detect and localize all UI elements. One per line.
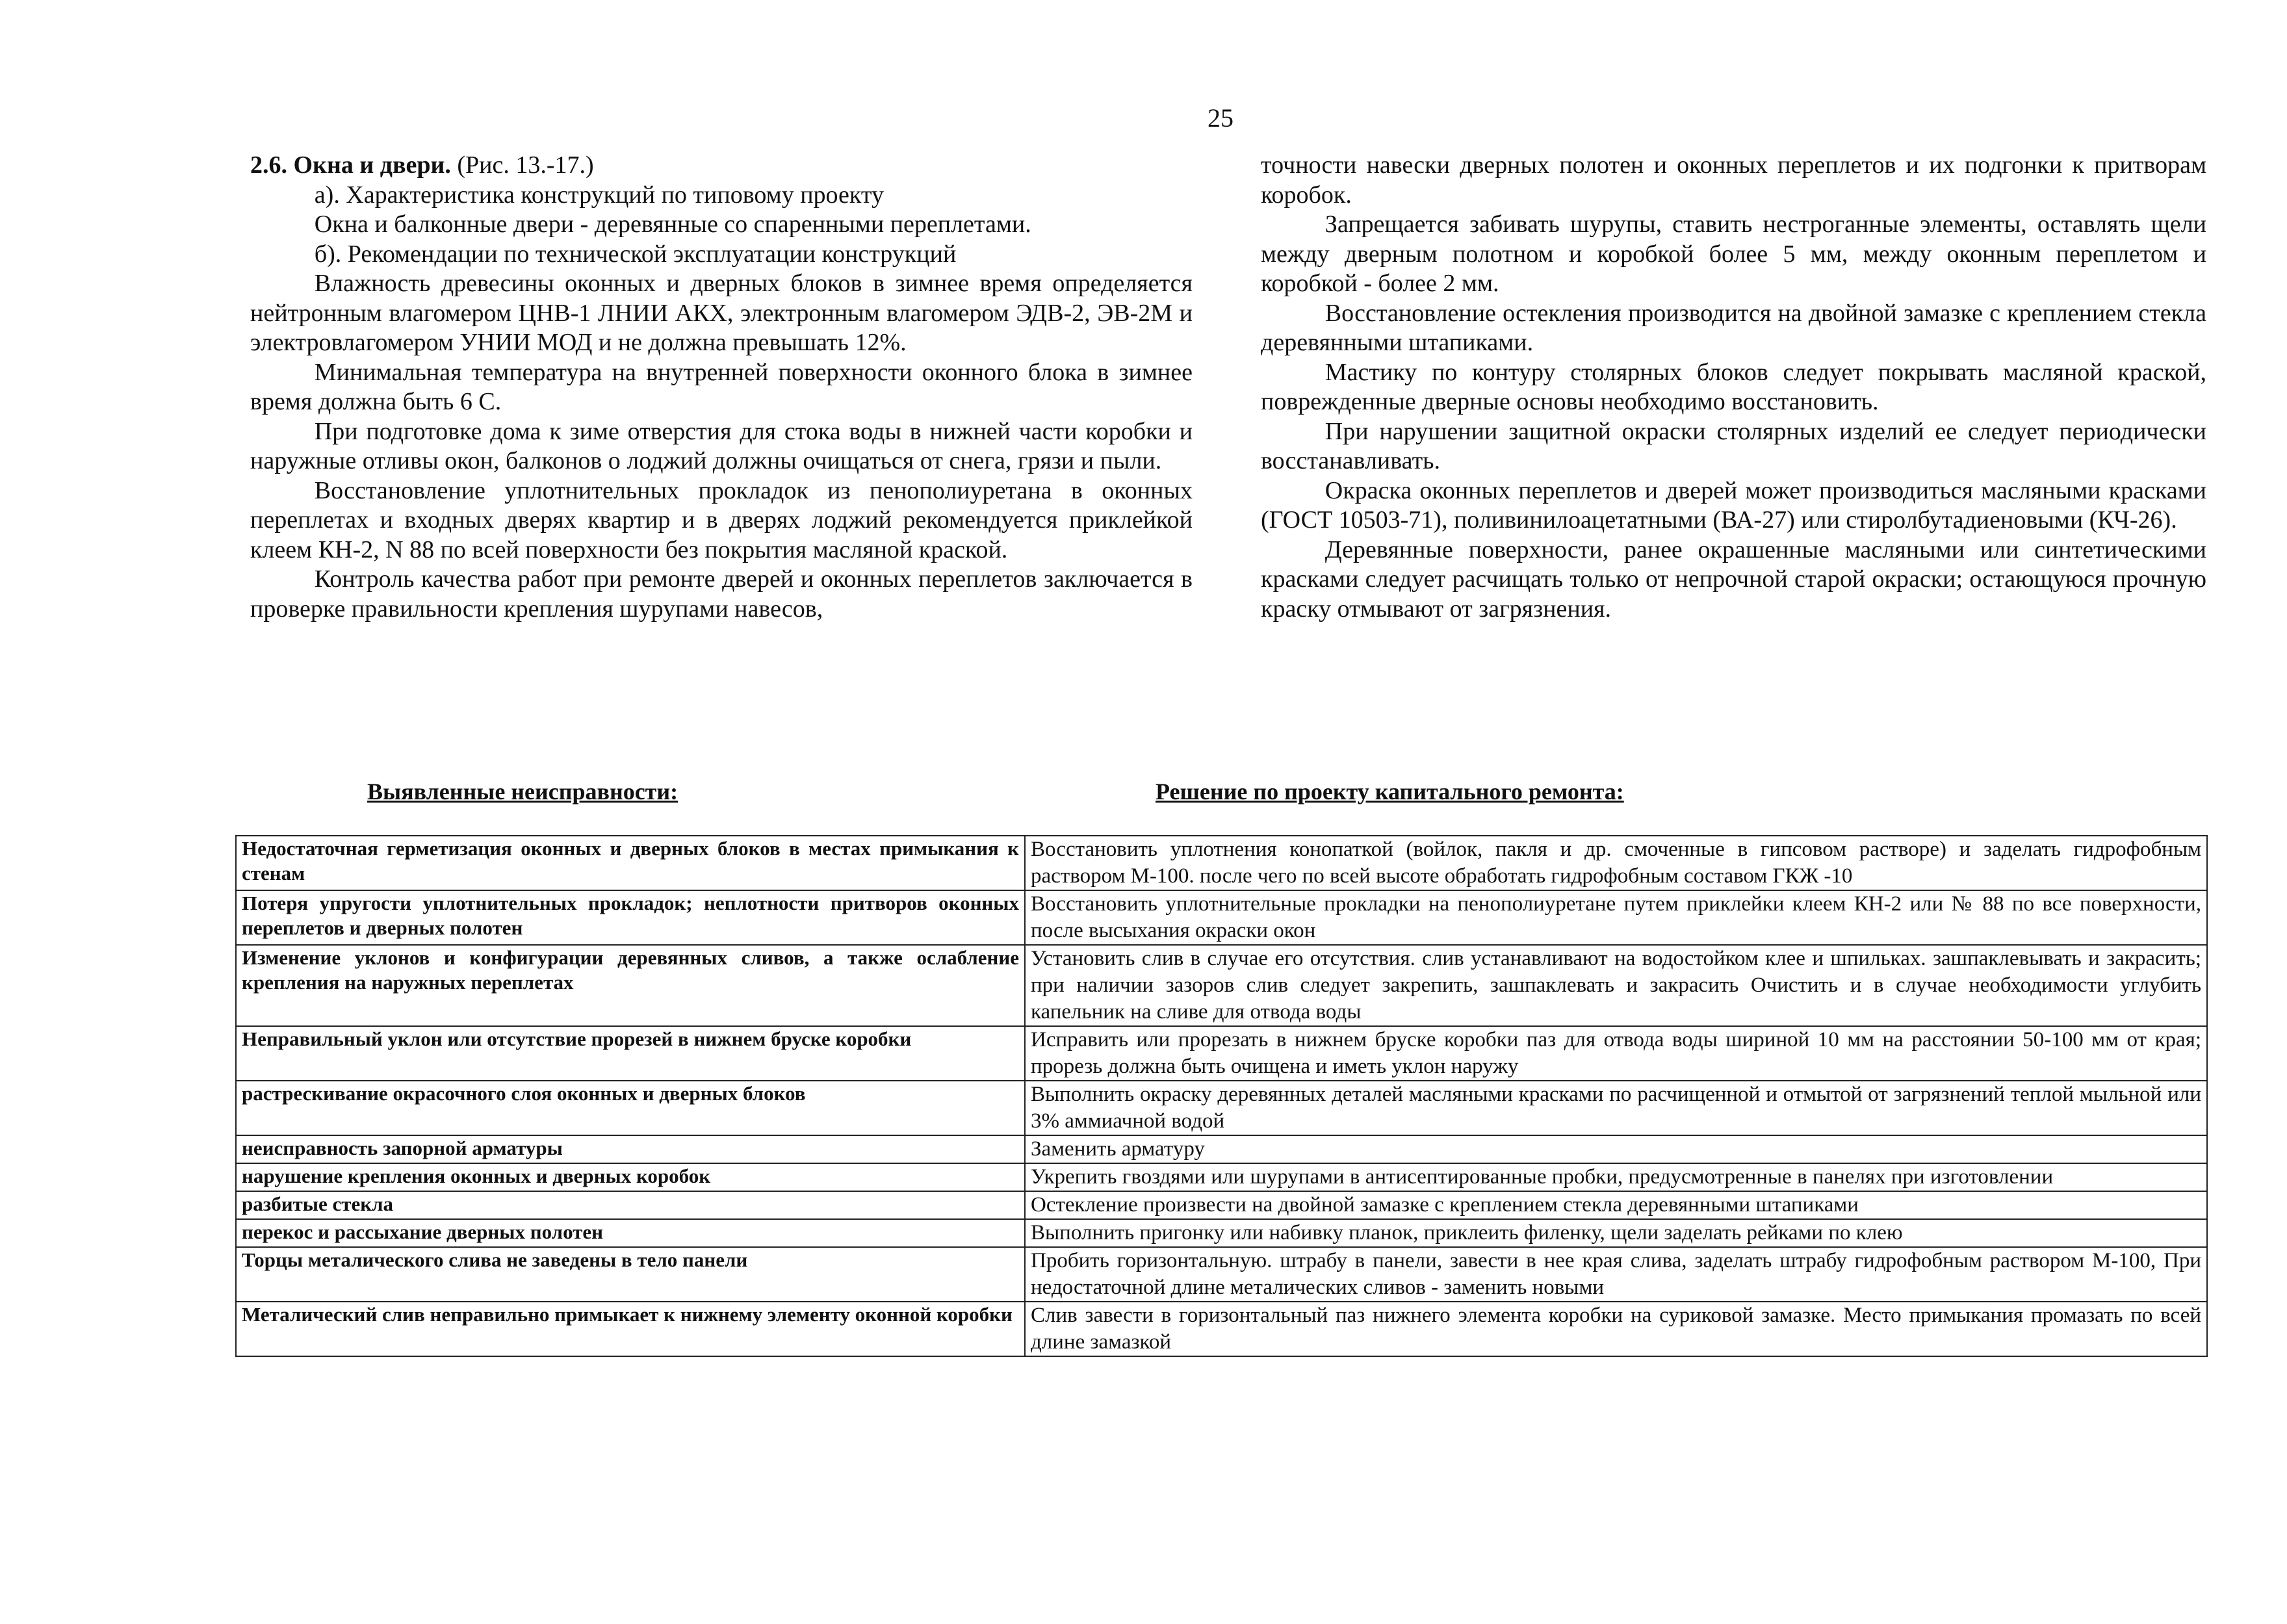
table-row	[236, 1081, 2207, 1135]
defect-cell: растрескивание окрасочного слоя оконных и дверных блоков	[236, 1081, 1025, 1135]
table-row	[236, 1026, 2207, 1081]
defects-table	[235, 835, 2208, 1357]
table-row	[236, 1163, 2207, 1191]
solution-cell: Укрепить гвоздями или шурупами в антисептированные пробки, предусмотренные в панелях при изготовлении	[1025, 1163, 2207, 1191]
right-column	[1261, 151, 2206, 624]
table-row	[236, 1219, 2207, 1247]
page-number: 25	[1208, 103, 1234, 133]
solution-cell: Установить слив в случае его отсутствия. слив устанавливают на водостойком клее и шпильках. зашпаклевывать и закрасить; при наличии зазоров слив следует закрепить, зашпаклевать и закрасить Очистить и в случае необходимости углубить капельник на сливе для отвода воды	[1025, 945, 2207, 1026]
paragraph: Восстановление уплотнительных прокладок из пенополиуретана в оконных переплетах и входных дверях квартир и в дверях лоджий рекомендуется приклейкой клеем КН-2, N 88 по всей поверхности без покрытия масляной краской.	[250, 476, 1193, 563]
defect-cell: Металический слив неправильно примыкает к нижнему элементу оконной коробки	[236, 1302, 1025, 1356]
table-row	[236, 1302, 2207, 1356]
section-heading-number: 2.6. Окна и двери.	[250, 151, 451, 179]
solution-cell: Остекление произвести на двойной замазке с креплением стекла деревянными штапиками	[1025, 1191, 2207, 1219]
solution-cell: Исправить или прорезать в нижнем бруске коробки паз для отвода воды шириной 10 мм на расстоянии 50-100 мм от края; прорезь должна быть очищена и иметь уклон наружу	[1025, 1026, 2207, 1081]
paragraph: Минимальная температура на внутренней поверхности оконного блока в зимнее время должна быть 6 С.	[250, 358, 1193, 415]
paragraph: Окраска оконных переплетов и дверей может производиться масляными красками (ГОСТ 10503-71), поливинилоацетатными (ВА-27) или стиролбутадиеновыми (КЧ-26).	[1261, 476, 2206, 534]
paragraph: Запрещается забивать шурупы, ставить нестроганные элементы, оставлять щели между дверным полотном и коробкой более 5 мм, между оконным переплетом и коробкой - более 2 мм.	[1261, 211, 2206, 297]
section-heading	[250, 151, 1193, 181]
solution-cell: Пробить горизонтальную. штрабу в панели, завести в нее края слива, заделать штрабу гидрофобным раствором М-100, При недостаточной длине металических сливов - заменить новыми	[1025, 1247, 2207, 1302]
table-row	[236, 1247, 2207, 1302]
solution-cell: Восстановить уплотнения конопаткой (войлок, пакля и др. смоченные в гипсовом растворе) и заделать гидрофобным раствором М-100. после чего по всей высоте обработать гидрофобным составом ГКЖ -10	[1025, 836, 2207, 890]
subsection-a-title: а). Характеристика конструкций по типовому проекту	[314, 181, 884, 209]
solution-cell: Восстановить уплотнительные прокладки на пенополиуретане путем приклейки клеем КН-2 или № 88 по все поверхности, после высыхания окраски окон	[1025, 890, 2207, 945]
table-row	[236, 1191, 2207, 1219]
defect-cell: неисправность запорной арматуры	[236, 1135, 1025, 1163]
table-row	[236, 836, 2207, 890]
defect-cell: Торцы металического слива не заведены в тело панели	[236, 1247, 1025, 1302]
paragraph: При подготовке дома к зиме отверстия для стока воды в нижней части коробки и наружные отливы окон, балконов о лоджий должны очищаться от снега, грязи и пыли.	[250, 417, 1193, 474]
defect-cell: перекос и рассыхание дверных полотен	[236, 1219, 1025, 1247]
defects-column-heading: Выявленные неисправности:	[367, 779, 678, 805]
subsection-b-title: б). Рекомендации по технической эксплуатации конструкций	[314, 240, 957, 268]
paragraph: При нарушении защитной окраски столярных изделий ее следует периодически восстанавливать.	[1261, 417, 2206, 474]
defect-cell: разбитые стекла	[236, 1191, 1025, 1219]
table-row	[236, 890, 2207, 945]
paragraph: Мастику по контуру столярных блоков следует покрывать масляной краской, поврежденные дверные основы необходимо восстановить.	[1261, 358, 2206, 415]
paragraph: Деревянные поверхности, ранее окрашенные масляными или синтетическими красками следует расчищать только от непрочной старой окраски; остающуюся прочную краску отмывают от загрязнения.	[1261, 535, 2206, 623]
paragraph: Контроль качества работ при ремонте дверей и оконных переплетов заключается в проверке правильности крепления шурупами навесов,	[250, 565, 1193, 623]
paragraph-continued: точности навески дверных полотен и оконных переплетов и их подгонки к притворам коробок.	[1261, 151, 2206, 209]
solution-cell: Выполнить окраску деревянных деталей масляными красками по расчищенной и отмытой от загрязнений теплой мыльной или 3% аммиачной водой	[1025, 1081, 2207, 1135]
solution-cell: Выполнить пригонку или набивку планок, приклеить филенку, щели заделать рейками по клею	[1025, 1219, 2207, 1247]
section-heading-figure-ref: (Рис. 13.-17.)	[450, 151, 594, 179]
defect-cell: Недостаточная герметизация оконных и дверных блоков в местах примыкания к стенам	[236, 836, 1025, 890]
paragraph: Окна и балконные двери - деревянные со спаренными переплетами.	[314, 211, 1031, 238]
table-row	[236, 945, 2207, 1026]
solution-cell: Слив завести в горизонтальный паз нижнего элемента коробки на суриковой замазке. Место примыкания промазать по всей длине замазкой	[1025, 1302, 2207, 1356]
defect-cell: Неправильный уклон или отсутствие прорезей в нижнем бруске коробки	[236, 1026, 1025, 1081]
defect-cell: Потеря упругости уплотнительных прокладок; неплотности притворов оконных переплетов и дверных полотен	[236, 890, 1025, 945]
table-row	[236, 1135, 2207, 1163]
solution-cell: Заменить арматуру	[1025, 1135, 2207, 1163]
paragraph: Восстановление остекления производится на двойной замазке с креплением стекла деревянными штапиками.	[1261, 299, 2206, 356]
left-column	[250, 151, 1193, 624]
solutions-column-heading: Решение по проекту капитального ремонта:	[1156, 779, 1624, 805]
paragraph: Влажность древесины оконных и дверных блоков в зимнее время определяется нейтронным влагомером ЦНВ-1 ЛНИИ АКХ, электронным влагомером ЭДВ-2, ЭВ-2М и электровлагомером УНИИ МОД и не должна превышать 12%.	[250, 270, 1193, 356]
defect-cell: нарушение крепления оконных и дверных коробок	[236, 1163, 1025, 1191]
defect-cell: Изменение уклонов и конфигурации деревянных сливов, а также ослабление крепления на наружных переплетах	[236, 945, 1025, 1026]
